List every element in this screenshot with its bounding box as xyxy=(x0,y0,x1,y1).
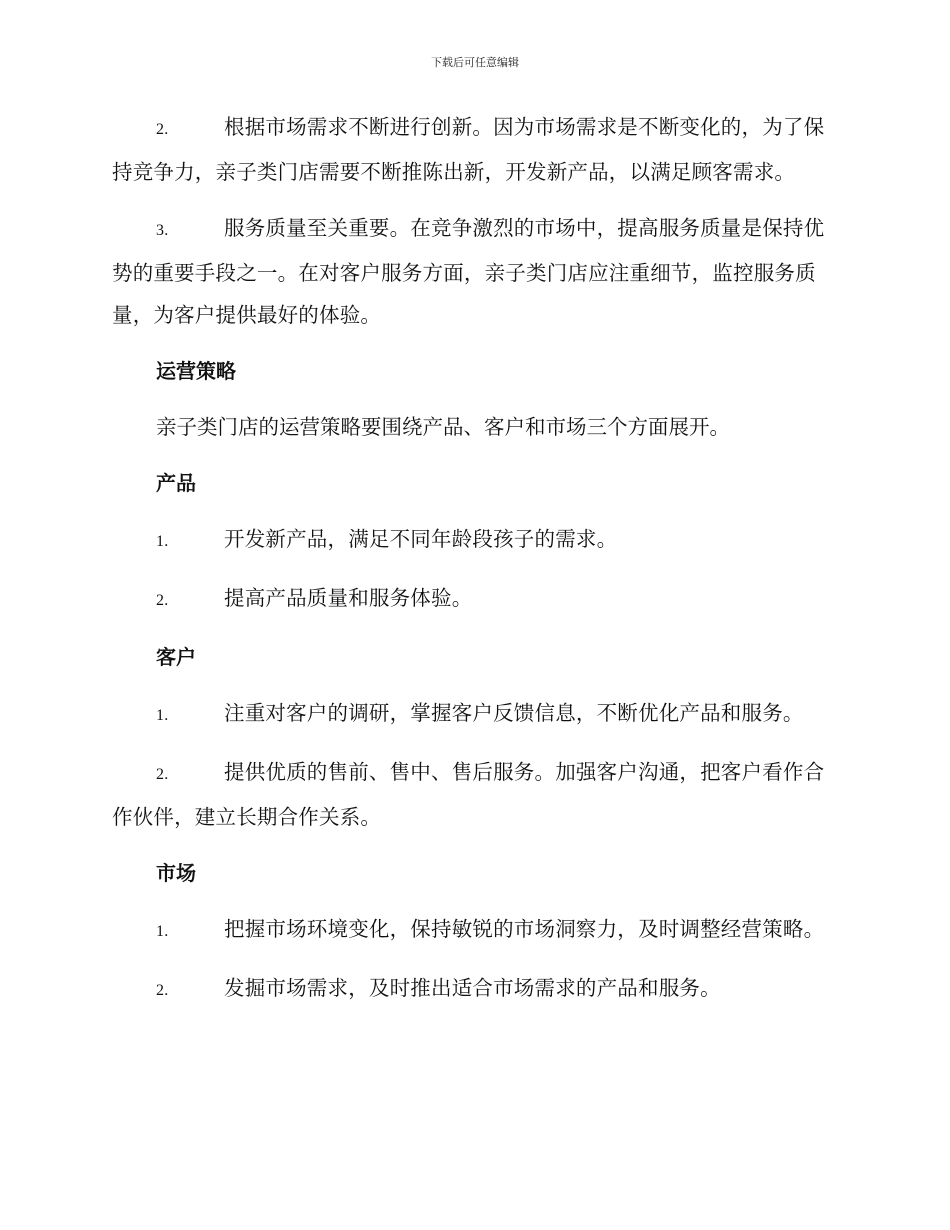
list-item-text: 注重对客户的调研，掌握客户反馈信息，不断优化产品和服务。 xyxy=(224,701,804,725)
strategy-intro: 亲子类门店的运营策略要围绕产品、客户和市场三个方面展开。 xyxy=(156,415,730,439)
list-item xyxy=(112,692,840,737)
paragraph-text: 服务质量至关重要。在竞争激烈的市场中，提高服务质量是保持优势的重要手段之一。在对客户服务方面，亲子类门店应注重细节，监控服务质量，为客户提供最好的体验。 xyxy=(112,216,825,327)
header-note: 下载后可任意编辑 xyxy=(431,56,519,69)
list-number: 3. xyxy=(156,222,169,239)
list-item xyxy=(112,577,840,622)
list-item xyxy=(112,908,840,953)
list-number: 1. xyxy=(156,707,169,724)
list-item-text: 提高产品质量和服务体验。 xyxy=(224,586,473,610)
list-item-text: 提供优质的售前、售中、售后服务。加强客户沟通，把客户看作合作伙伴，建立长期合作关系。 xyxy=(112,760,825,829)
list-number: 1. xyxy=(156,533,169,550)
heading-strategy: 运营策略 xyxy=(156,359,236,383)
list-item-text: 把握市场环境变化，保持敏锐的市场洞察力，及时调整经营策略。 xyxy=(224,917,825,941)
list-number: 2. xyxy=(156,592,169,609)
heading-customer: 客户 xyxy=(156,645,196,669)
paragraph-text: 根据市场需求不断进行创新。因为市场需求是不断变化的，为了保持竞争力，亲子类门店需要不断推陈出新，开发新产品，以满足顾客需求。 xyxy=(112,115,825,184)
list-number: 2. xyxy=(156,121,169,138)
heading-product: 产品 xyxy=(156,471,196,495)
paragraph-service-quality xyxy=(112,207,840,336)
heading-market: 市场 xyxy=(156,861,196,885)
list-item-text: 开发新产品，满足不同年龄段孩子的需求。 xyxy=(224,527,618,551)
list-number: 1. xyxy=(156,923,169,940)
paragraph-innovation xyxy=(112,106,840,193)
list-number: 2. xyxy=(156,982,169,999)
list-item-text: 发掘市场需求，及时推出适合市场需求的产品和服务。 xyxy=(224,976,721,1000)
list-item xyxy=(112,518,840,563)
document-body xyxy=(112,106,840,1026)
list-item xyxy=(112,751,840,838)
list-number: 2. xyxy=(156,766,169,783)
list-item xyxy=(112,967,840,1012)
